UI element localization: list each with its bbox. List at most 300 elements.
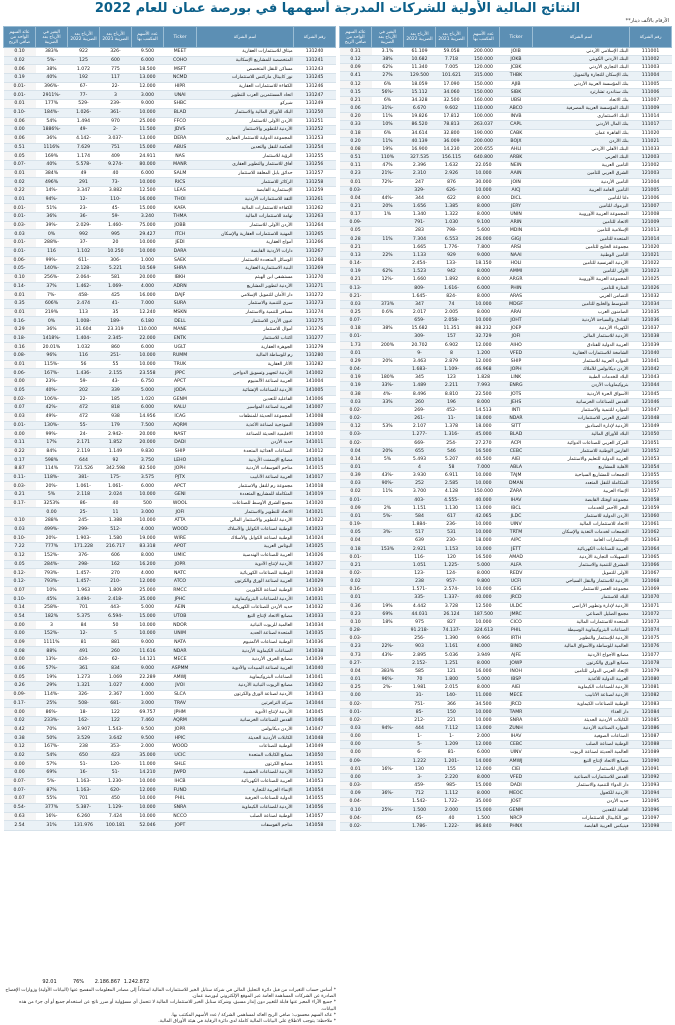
company-code-cell: 141029 [294,577,336,586]
shares-cell: 10.000 [467,716,499,724]
ticker-cell: MECE [499,692,532,700]
profit-2022-cell: 2.017 [404,309,436,317]
ticker-cell: ALFA [499,561,532,569]
shares-cell: 8.000 [467,398,499,406]
ticker-cell: NAAI [499,251,532,259]
profit-2021-cell: 5 [99,630,131,639]
profit-2021-cell: 617 [435,512,467,520]
profit-2022-cell: 3.700 [404,488,436,496]
shares-cell: 20.000 [131,430,163,439]
profit-2021-cell: 7.718 [435,56,467,64]
shares-cell: 8.000 [467,276,499,284]
shares-cell: 1.500 [467,814,499,822]
eps-cell: -0.12 [4,577,36,586]
eps-cell: 0.18 [340,545,372,553]
shares-cell: 120.000 [467,64,499,72]
profit-change-cell: -43% [372,651,404,659]
eps-cell: -0.01 [340,496,372,504]
shares-cell: 10.000 [467,529,499,537]
company-name-cell: مصانع الإسمنت الأردنية [197,456,294,465]
profit-2022-cell: 2.396 [404,162,436,170]
company-code-cell: 121041 [630,357,672,365]
table-row [4,612,336,621]
ticker-cell: JOBB [163,221,196,230]
company-name-cell: الأردنية للاستثمار المالي [533,333,630,341]
profit-2022-cell: 49 [68,169,100,178]
ticker-cell: AJFE [499,651,532,659]
company-name-cell: العربية الدولية للفنادق [533,341,630,349]
ticker-cell: GIGJ [499,235,532,243]
table-row [4,517,336,526]
company-code-cell: 121084 [630,708,672,716]
shares-cell: 12.000 [131,786,163,795]
shares-cell: 1.828 [467,374,499,382]
table-row [340,692,672,700]
table-row [4,769,336,778]
company-code-cell: 131249 [294,100,336,109]
ticker-cell: SAEK [163,256,196,265]
eps-cell: 0.14 [340,455,372,463]
company-code-cell: 121037 [630,325,672,333]
profit-2021-cell: 1.385 [435,202,467,210]
eps-cell: 0.23 [340,170,372,178]
shares-cell: 19.000 [131,534,163,543]
profit-2022-cell: 247 [404,178,436,186]
eps-cell: 0.00 [4,630,36,639]
company-code-cell: 141033 [294,612,336,621]
profit-2022-cell: 34.614 [404,129,436,137]
company-code-cell: 141058 [294,821,336,831]
shares-cell: 10.000 [131,178,163,187]
company-code-cell: 121034 [630,300,672,308]
eps-cell: 8.87 [4,465,36,474]
eps-cell: -0.03 [340,635,372,643]
ticker-cell: JOST [499,798,532,806]
profit-change-cell: -258% [36,604,68,613]
ticker-cell: GENM [163,395,196,404]
profit-2021-cell: 1.149 [99,447,131,456]
profit-change-cell: -42% [36,404,68,413]
profit-2021-cell: 409 [99,152,131,161]
shares-cell: 18.000 [467,537,499,545]
ticker-cell: VFED [499,773,532,781]
eps-cell: 0.04 [340,537,372,545]
shares-cell: 4.000 [131,682,163,691]
company-code-cell: 111033 [630,145,672,153]
profit-2022-cell: -2.454 [404,260,436,268]
profit-change-cell: 55% [36,795,68,804]
shares-cell: 6.000 [467,284,499,292]
profit-change-cell: 36% [36,326,68,335]
profit-2021-cell: -353 [99,743,131,752]
table-row [4,412,336,421]
company-name-cell: البنك الإسلامي الأردني [533,48,630,56]
table-row [340,406,672,414]
eps-cell: -0.04 [340,366,372,374]
company-code-cell: 121075 [630,635,672,643]
shares-cell: 10.000 [131,491,163,500]
table-row [4,299,336,308]
ticker-cell: JVOI [163,682,196,691]
eps-cell: 0.51 [340,154,372,162]
shares-cell: 45.000 [467,431,499,439]
footnotes [3,988,336,1025]
table-row [4,395,336,404]
ticker-cell: JOPR [163,560,196,569]
company-code-cell: 131265 [294,230,336,239]
company-code-cell: 121067 [630,570,672,578]
company-name-cell: مصانع الكرتون [197,760,294,769]
ticker-cell: AQRM [163,421,196,430]
table-row [4,647,336,656]
ticker-cell: IHCB [163,777,196,786]
company-code-cell: 121020 [630,243,672,251]
profit-change-cell: -118% [36,473,68,482]
header-eps: عائد السهم الواحد من صافي الربح [340,27,372,48]
company-code-cell: 121025 [630,276,672,284]
ticker-cell: JOEP [499,325,532,333]
company-name-cell: بنك الاتحاد [533,96,630,104]
profit-2022-cell: -5 [404,741,436,749]
profit-change-cell [372,782,404,790]
company-code-cell: 121002 [630,162,672,170]
eps-cell: 0.18 [340,325,372,333]
profit-2021-cell: -620 [99,786,131,795]
profit-2021-cell: 1.390 [435,635,467,643]
eps-cell: -0.14 [340,260,372,268]
table-row [340,113,672,121]
shares-cell: 15.000 [467,782,499,790]
profit-change-cell: -86% [36,708,68,717]
company-code-cell: 121072 [630,610,672,618]
company-name-cell: البنك الاستثماري [533,113,630,121]
profit-2022-cell: 6.670 [404,105,436,113]
shares-cell: 13.000 [467,724,499,732]
company-name-cell: المهنية للاستثمارات العقارية والإسكان [197,230,294,239]
shares-cell: 640.800 [467,154,499,162]
table-row [340,333,672,341]
profit-change-cell: -793% [36,569,68,578]
ticker-cell: JMRC [499,610,532,618]
eps-cell: 0.01 [340,349,372,357]
table-row [4,604,336,613]
profit-2022-cell: -1.786 [404,822,436,830]
table-row [340,80,672,88]
profit-change-cell [372,317,404,325]
profit-2021-cell: 834 [99,664,131,673]
profit-2021-cell: 1.322 [435,211,467,219]
profit-change-cell: 182% [36,612,68,621]
company-name-cell: الوطنية لصناعة الصلب [197,812,294,821]
profit-2022-cell: -25 [68,508,100,517]
company-name-cell: العالمية الحديثة لصناعة الزيوت [533,749,630,757]
company-code-cell: 131243 [294,65,336,74]
company-name-cell: الاتحاد للتطوير والاستثمار [197,508,294,517]
profit-2022-cell: 1.273 [68,673,100,682]
company-name-cell: الشامخة للاستثمارات العقارية [533,349,630,357]
eps-cell: 0.02 [4,716,36,725]
profit-2021-cell: 3 [99,91,131,100]
company-name-cell: المجموعة العربية الأوروبية [533,276,630,284]
profit-2021-cell: 1.030 [435,219,467,227]
company-code-cell: 121094 [630,790,672,798]
shares-cell: 10.000 [131,621,163,630]
profit-2021-cell: -1.316 [435,431,467,439]
eps-cell: 0.00 [4,430,36,439]
company-code-cell: 131282 [294,360,336,369]
profit-change-cell: -2% [372,684,404,692]
profit-change-cell: -2911% [36,91,68,100]
company-name-cell: البلاد للاستثمار [533,594,630,602]
profit-2022-cell: 2.171 [68,438,100,447]
company-name-cell: الأردنية لإدارة الصناديق [533,423,630,431]
ticker-cell: CAPL [499,121,532,129]
company-code-cell: 121063 [630,537,672,545]
profit-change-cell: 40% [36,74,68,83]
eps-cell: 0.09 [340,64,372,72]
profit-2021-cell: -9.274 [99,160,131,169]
shares-cell: 46.968 [467,366,499,374]
company-code-cell: 141009 [294,421,336,430]
ticker-cell: WOOL [163,499,196,508]
company-code-cell: 121007 [630,202,672,210]
eps-cell: -0.11 [4,473,36,482]
company-code-cell: 131277 [294,334,336,343]
eps-cell: -0.02 [340,822,372,830]
table-row [340,635,672,643]
profit-change-cell [372,773,404,781]
ticker-cell: ENRG [499,382,532,390]
company-name-cell: الأردنية للتطوير والاستثمار [197,126,294,135]
company-code-cell: 141056 [294,803,336,812]
ticker-cell: IBKH [163,273,196,282]
header-change: التغير في الأرباح بعد الضريبة [36,27,68,48]
left-table [3,26,336,831]
ticker-cell: DICL [499,194,532,202]
shares-cell: 9.500 [131,48,163,57]
profit-change-cell: 598% [36,456,68,465]
profit-2022-cell: 40.139 [404,137,436,145]
table-row [4,56,336,65]
profit-2021-cell: 1.852 [99,438,131,447]
ticker-cell: UNAI [163,91,196,100]
profit-2021-cell: 11.351 [435,325,467,333]
eps-cell: 0.02 [340,488,372,496]
profit-2022-cell: -1.404 [68,334,100,343]
eps-cell: 1.73 [340,341,372,349]
shares-cell: 35.000 [467,798,499,806]
table-row [340,724,672,732]
company-name-cell: الأردنية للكحول [533,790,630,798]
table-row [340,72,672,80]
company-name-cell: الأردنية لإنتاج الأدوية [197,560,294,569]
ticker-cell: PJTX [163,473,196,482]
company-name-cell: المتكاملة للمشاريع المتعددة [197,491,294,500]
eps-cell: 0.00 [4,760,36,769]
profit-2022-cell: -3.494 [68,595,100,604]
company-code-cell: 121078 [630,659,672,667]
shares-cell: 18.000 [467,415,499,423]
profit-2022-cell: -611 [68,256,100,265]
profit-2022-cell: 1.032 [68,343,100,352]
profit-2021-cell: 1.130 [435,504,467,512]
table-row [340,309,672,317]
profit-2021-cell: -1.222 [435,822,467,830]
ticker-cell: PHNX [499,822,532,830]
company-name-cell: المجموعة الدولية للاستثمار العقاري [197,134,294,143]
company-name-cell: الأردن الدولية للاستثمار [533,512,630,520]
profit-change-cell [372,586,404,594]
company-name-cell: الثقة للاستثمارات الأردنية [197,195,294,204]
profit-2021-cell: 2.015 [435,684,467,692]
table-row [4,360,336,369]
profit-2022-cell: -256 [404,635,436,643]
profit-2021-cell: 34.060 [435,88,467,96]
company-name-cell: مجموعة الخليج للتأمين [533,243,630,251]
eps-cell: 0.10 [4,517,36,526]
profit-change-cell [372,692,404,700]
eps-cell: 0.05 [340,227,372,235]
company-name-cell: مصانع الورق والكرتون [533,659,630,667]
company-name-cell: البلاد للأوراق المالية [533,431,630,439]
eps-cell: 0.00 [4,769,36,778]
profit-2022-cell: 20.702 [404,341,436,349]
eps-cell: -0.01 [4,204,36,213]
shares-cell: 3.240 [131,213,163,222]
profit-2021-cell: -326 [99,48,131,57]
ticker-cell: RUMM [163,352,196,361]
ticker-cell: AIEI [499,684,532,692]
profit-change-cell: 36% [36,213,68,222]
shares-cell: 80.000 [131,160,163,169]
profit-2021-cell: 970 [99,117,131,126]
eps-cell: 0.31 [340,48,372,56]
profit-2022-cell: 347 [404,300,436,308]
profit-change-cell [372,635,404,643]
profit-change-cell: -72% [372,178,404,186]
profit-2022-cell: 1.133 [404,251,436,259]
shares-cell: 9.500 [131,725,163,734]
ticker-cell: IHAV [499,733,532,741]
eps-cell: 0.73 [340,651,372,659]
company-code-cell: 121079 [630,667,672,675]
profit-2022-cell: 130 [404,765,436,773]
table-row [340,178,672,186]
table-row [4,491,336,500]
profit-2022-cell: 7.629 [68,143,100,152]
profit-2021-cell: 342.598 [99,465,131,474]
profit-2022-cell: 1.174 [68,152,100,161]
profit-2022-cell: -1.571 [404,586,436,594]
ticker-cell: NATC [163,569,196,578]
profit-2022-cell: 712 [404,790,436,798]
ticker-cell: ARIN [499,219,532,227]
profit-change-cell [372,537,404,545]
table-row [340,570,672,578]
profit-2022-cell: 61.109 [404,48,436,56]
table-row [340,366,672,374]
profit-2021-cell: 7.424 [99,812,131,821]
shares-cell: 5.000 [467,676,499,684]
ticker-cell: PHIL [163,795,196,804]
profit-2021-cell: 35 [99,308,131,317]
company-name-cell: البنية الاستثمارية العقارية [197,265,294,274]
ticker-cell: TRTM [499,529,532,537]
ticker-cell: JOPH [163,465,196,474]
table-row [4,352,336,361]
eps-cell: 0.06 [340,105,372,113]
company-name-cell: التأمين الوطنية [533,251,630,259]
eps-cell: -0.07 [340,317,372,325]
profit-2022-cell: -116 [404,553,436,561]
profit-change-cell: 3 [36,621,68,630]
profit-2022-cell: 1.500 [404,806,436,814]
eps-cell: -0.06 [4,256,36,265]
shares-cell: 12.240 [131,308,163,317]
profit-2021-cell: -361 [99,108,131,117]
ticker-cell: JCBK [499,64,532,72]
company-name-cell: الإستثمارات العامة [533,537,630,545]
profit-2022-cell: -1.457 [68,577,100,586]
company-code-cell: 131273 [294,299,336,308]
company-name-cell: البلاد للخدمات الطبية [533,374,630,382]
ticker-cell: SLCA [163,690,196,699]
ticker-cell: NRCP [499,814,532,822]
profit-change-cell: -12% [372,276,404,284]
profit-change-cell [372,749,404,757]
table-row [340,284,672,292]
profit-change-cell: 114% [36,465,68,474]
shares-cell: 2.000 [467,733,499,741]
company-code-cell: 131258 [294,178,336,187]
table-row [4,282,336,291]
company-code-cell: 121008 [630,211,672,219]
profit-change-cell: -43% [372,472,404,480]
shares-cell: 9.000 [131,664,163,673]
profit-2021-cell: 2.926 [435,170,467,178]
shares-cell: 82.500 [131,465,163,474]
company-name-cell: بنك الإسكان للتجارة والتمويل [533,72,630,80]
company-code-cell: 121043 [630,374,672,382]
header-change: التغير في الأرباح بعد الضريبة [372,27,404,48]
shares-cell: 14.956 [131,412,163,421]
shares-cell: 16.000 [131,291,163,300]
profit-2021-cell: 23.319 [99,326,131,335]
shares-cell: 14.121 [131,656,163,665]
profit-change-cell [372,227,404,235]
shares-cell: 20.000 [131,273,163,282]
ticker-cell: CEIG [499,586,532,594]
company-code-cell: 111017 [630,121,672,129]
ticker-cell: RMCC [163,586,196,595]
table-row [340,594,672,602]
ticker-cell: ZARA [499,488,532,496]
company-name-cell: العربية لصناعة الألمنيوم [197,378,294,387]
profit-2022-cell: 19.826 [404,113,436,121]
ticker-cell: AIEI [499,455,532,463]
profit-change-cell: -23% [36,378,68,387]
profit-2021-cell: 6.902 [435,341,467,349]
footnote: * جميع الآراء المعبر عنها قابلة للتغيير دون إنذار مسبق، وشركة سنابل الخير للاستثمارات المالية لا تتحمل أي مسؤولية أو ضرر ناتج عن استخدام جميع أو أي جزء من هذه البيانات. [19,1000,336,1012]
table-row [340,627,672,635]
table-row [4,543,336,552]
totals-label [298,979,336,985]
company-name-cell: الاتحاد للتأمين [533,219,630,227]
profit-2022-cell: -1.462 [68,282,100,291]
profit-2021-cell: 3.728 [435,602,467,610]
company-name-cell: الكهرباء الأردنية [533,325,630,333]
shares-cell: 10.000 [467,708,499,716]
